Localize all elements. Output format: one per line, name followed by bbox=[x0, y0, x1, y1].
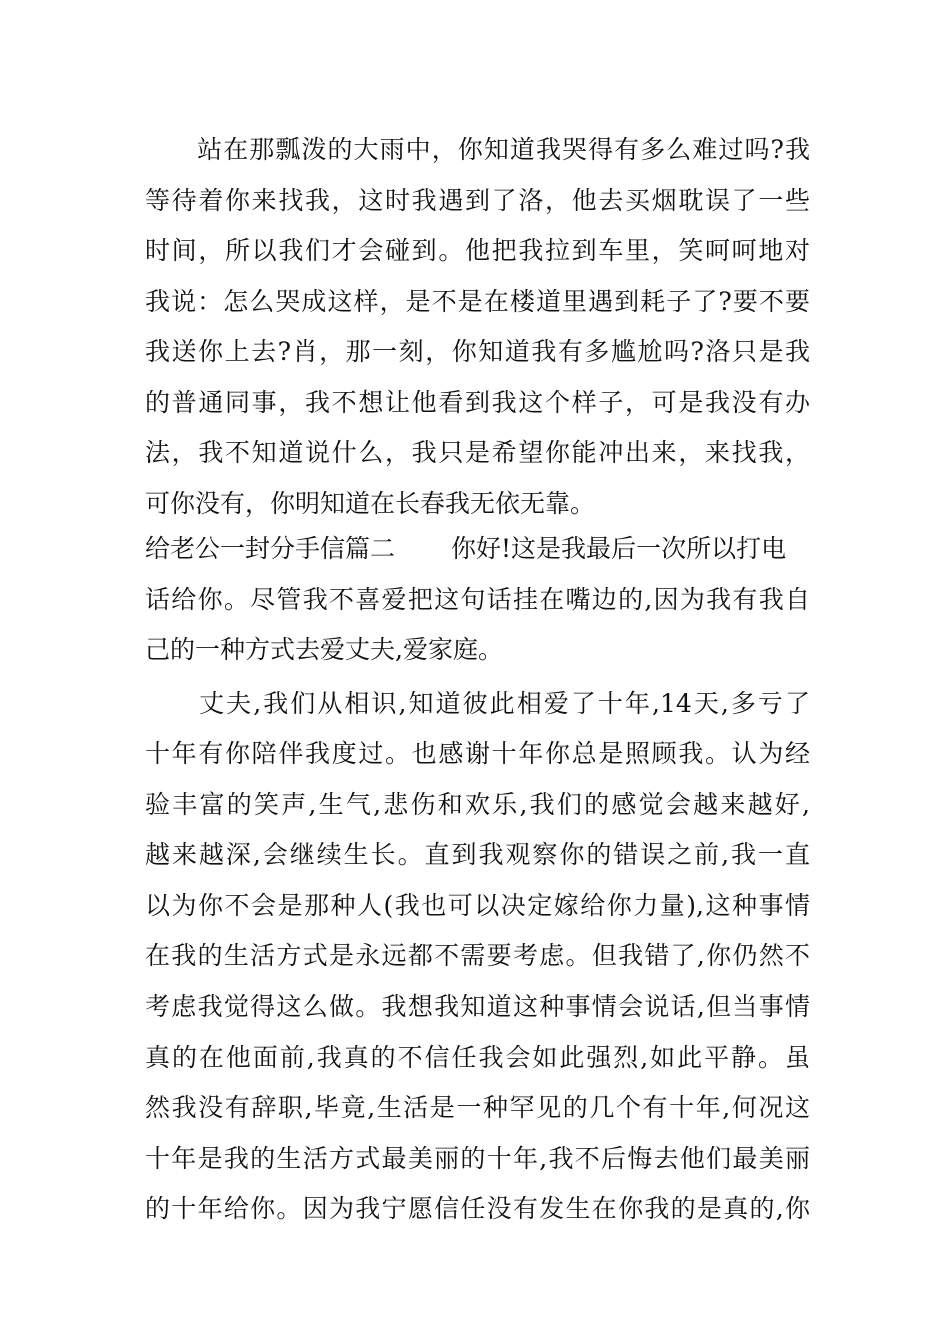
text-line: 己的一种方式去爱丈夫,爱家庭。 bbox=[145, 635, 503, 664]
text-line: 验丰富的笑声,生气,悲伤和欢乐,我们的感觉会越来越好, bbox=[145, 790, 810, 819]
section-heading-line bbox=[145, 529, 810, 569]
text-line: 以为你不会是那种人(我也可以决定嫁给你力量),这种事情 bbox=[145, 891, 810, 920]
text-line: 十年有你陪伴我度过。也感谢十年你总是照顾我。认为经 bbox=[145, 739, 810, 768]
text-line: 越来越深,会继续生长。直到我观察你的错误之前,我一直 bbox=[145, 840, 810, 869]
paragraph-opening: 你好!这是我最后一次所以打电 bbox=[451, 534, 787, 563]
text-line: 考虑我觉得这么做。我想我知道这种事情会说话,但当事情 bbox=[145, 992, 810, 1021]
text-line: 在我的生活方式是永远都不需要考虑。但我错了,你仍然不 bbox=[145, 941, 810, 970]
text-line: 法，我不知道说什么，我只是希望你能冲出来，来找我， bbox=[145, 438, 810, 467]
text-line: 的十年给你。因为我宁愿信任没有发生在你我的是真的,你 bbox=[145, 1194, 810, 1223]
text-line: 真的在他面前,我真的不信任我会如此强烈,如此平静。虽 bbox=[145, 1043, 810, 1072]
text-line: 我说：怎么哭成这样，是不是在楼道里遇到耗子了?要不要 bbox=[145, 287, 810, 316]
text-line: 站在那瓢泼的大雨中，你知道我哭得有多么难过吗?我 bbox=[145, 135, 810, 164]
text-line: 话给你。尽管我不喜爱把这句话挂在嘴边的,因为我有我自 bbox=[145, 585, 810, 614]
text-line: 然我没有辞职,毕竟,生活是一种罕见的几个有十年,何况这 bbox=[145, 1093, 810, 1122]
text-line: 我送你上去?肖，那一刻，你知道我有多尴尬吗?洛只是我 bbox=[145, 337, 810, 366]
text-line: 丈夫,我们从相识,知道彼此相爱了十年,14天,多亏了 bbox=[145, 689, 810, 718]
text-line: 时间，所以我们才会碰到。他把我拉到车里，笑呵呵地对 bbox=[145, 236, 810, 265]
text-line: 十年是我的生活方式最美丽的十年,我不后悔去他们最美丽 bbox=[145, 1144, 810, 1173]
section-heading: 给老公一封分手信篇二 bbox=[145, 534, 396, 563]
text-line: 可你没有，你明知道在长春我无依无靠。 bbox=[145, 489, 596, 518]
text-line: 的普通同事，我不想让他看到我这个样子，可是我没有办 bbox=[145, 388, 810, 417]
text-line: 等待着你来找我，这时我遇到了洛，他去买烟耽误了一些 bbox=[145, 186, 810, 215]
